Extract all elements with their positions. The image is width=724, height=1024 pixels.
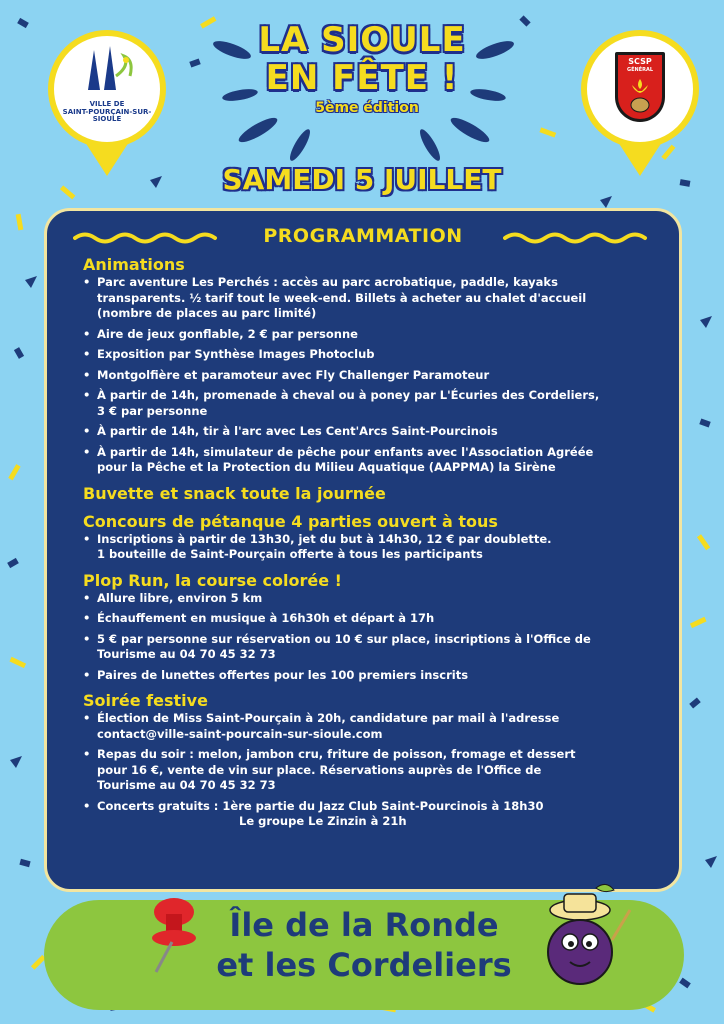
list-item	[83, 711, 663, 742]
list-item	[83, 368, 663, 384]
location-banner	[44, 900, 684, 1010]
section-title: Soirée festive	[83, 691, 208, 710]
program-panel	[44, 208, 682, 892]
list-item	[83, 532, 663, 563]
list-item-line: • 5 € par personne sur réservation ou 10 € sur place, inscriptions à l'Office de	[97, 631, 591, 646]
section-item-list	[83, 275, 663, 476]
list-item-line: • Allure libre, environ 5 km	[97, 590, 263, 605]
list-item-line: (nombre de places au parc limité)	[97, 306, 317, 320]
section-title: Animations	[83, 255, 185, 274]
list-item-line: • Paires de lunettes offertes pour les 100 premiers inscrits	[97, 667, 469, 682]
list-item	[83, 632, 663, 663]
list-item-line: • Aire de jeux gonflable, 2 € par personne	[97, 326, 358, 341]
section-title: Concours de pétanque 4 parties ouvert à tous	[83, 511, 498, 531]
list-item	[83, 668, 663, 684]
section-item-list	[83, 591, 663, 684]
program-section	[83, 255, 663, 476]
wave-decoration-right	[503, 231, 653, 245]
list-item-line: pour 16 €, vente de vin sur place. Réservations auprès de l'Office de	[97, 762, 542, 777]
crest-label: SCSP	[628, 57, 652, 66]
section-item-list	[83, 532, 663, 563]
section-item-list	[83, 711, 663, 830]
list-item	[83, 445, 663, 476]
program-section	[83, 512, 663, 563]
list-item-line: • Concerts gratuits : 1ère partie du Jazz Club Saint-Pourcinois à 18h30	[97, 798, 544, 813]
list-item-line: • Inscriptions à partir de 13h30, jet du but à 14h30, 12 € par doublette.	[97, 531, 552, 546]
list-item-line: Tourisme au 04 70 45 32 73	[97, 778, 276, 792]
city-logo-line1: VILLE DE	[89, 99, 125, 108]
list-item-line: pour la Pêche et la Protection du Milieu Aquatique (AAPPMA) la Sirène	[97, 460, 556, 474]
event-title-line1: LA SIOULE	[258, 20, 466, 60]
list-item	[83, 799, 663, 830]
list-item-line: 1 bouteille de Saint-Pourçain offerte à tous les participants	[97, 547, 483, 561]
list-item-line: • Échauffement en musique à 16h30h et départ à 17h	[97, 611, 435, 625]
list-item-line: • Élection de Miss Saint-Pourçain à 20h, candidature par mail à l'adresse	[97, 711, 560, 725]
crest-sub: GÉNÉRAL	[626, 67, 654, 73]
list-item-line: 3 € par personne	[97, 403, 208, 418]
program-heading: PROGRAMMATION	[263, 225, 463, 247]
list-item	[83, 424, 663, 440]
list-item-line: • À partir de 14h, tir à l'arc avec Les Cent'Arcs Saint-Pourcinois	[97, 424, 498, 438]
grape-mascot-icon	[534, 880, 634, 1000]
list-item	[83, 747, 663, 794]
list-item	[83, 591, 663, 607]
location-line2: et les Cordeliers	[216, 946, 512, 984]
list-item	[83, 327, 663, 343]
list-item-line: • À partir de 14h, simulateur de pêche pour enfants avec l'Association Agréée	[97, 444, 594, 459]
program-section	[83, 571, 663, 684]
list-item-line: • Montgolfière et paramoteur avec Fly Challenger Paramoteur	[97, 367, 490, 382]
concert-extra-line: Le groupe Le Zinzin à 21h	[239, 814, 407, 828]
list-item	[83, 388, 663, 419]
event-title-line2: EN FÊTE !	[265, 58, 459, 98]
list-item-line: • Repas du soir : melon, jambon cru, friture de poisson, fromage et dessert	[97, 747, 576, 761]
section-title: Buvette et snack toute la journée	[83, 483, 386, 503]
list-item-line: • Parc aventure Les Perchés : accès au parc acrobatique, paddle, kayaks	[97, 275, 558, 289]
program-content	[83, 255, 663, 835]
program-section	[83, 484, 663, 504]
list-item-line: transparents. ½ tarif tout le week-end. Billets à acheter au chalet d'accueil	[97, 290, 587, 305]
edition-label: 5ème édition	[315, 100, 419, 116]
list-item	[83, 611, 663, 627]
list-item-line: • Exposition par Synthèse Images Photoclub	[97, 347, 375, 361]
list-item-line: Tourisme au 04 70 45 32 73	[97, 647, 276, 661]
list-item-line: contact@ville-saint-pourcain-sur-sioule.com	[97, 726, 383, 741]
program-section	[83, 691, 663, 830]
location-line1: Île de la Ronde	[229, 906, 499, 944]
list-item	[83, 347, 663, 363]
list-item	[83, 275, 663, 322]
event-date: SAMEDI 5 JUILLET	[222, 163, 502, 196]
section-title: Plop Run, la course colorée !	[83, 570, 342, 590]
city-logo-line2: SAINT-POURÇAIN-SUR-SIOULE	[62, 107, 152, 124]
list-item-line: • À partir de 14h, promenade à cheval ou à poney par L'Écuries des Cordeliers,	[97, 388, 600, 402]
